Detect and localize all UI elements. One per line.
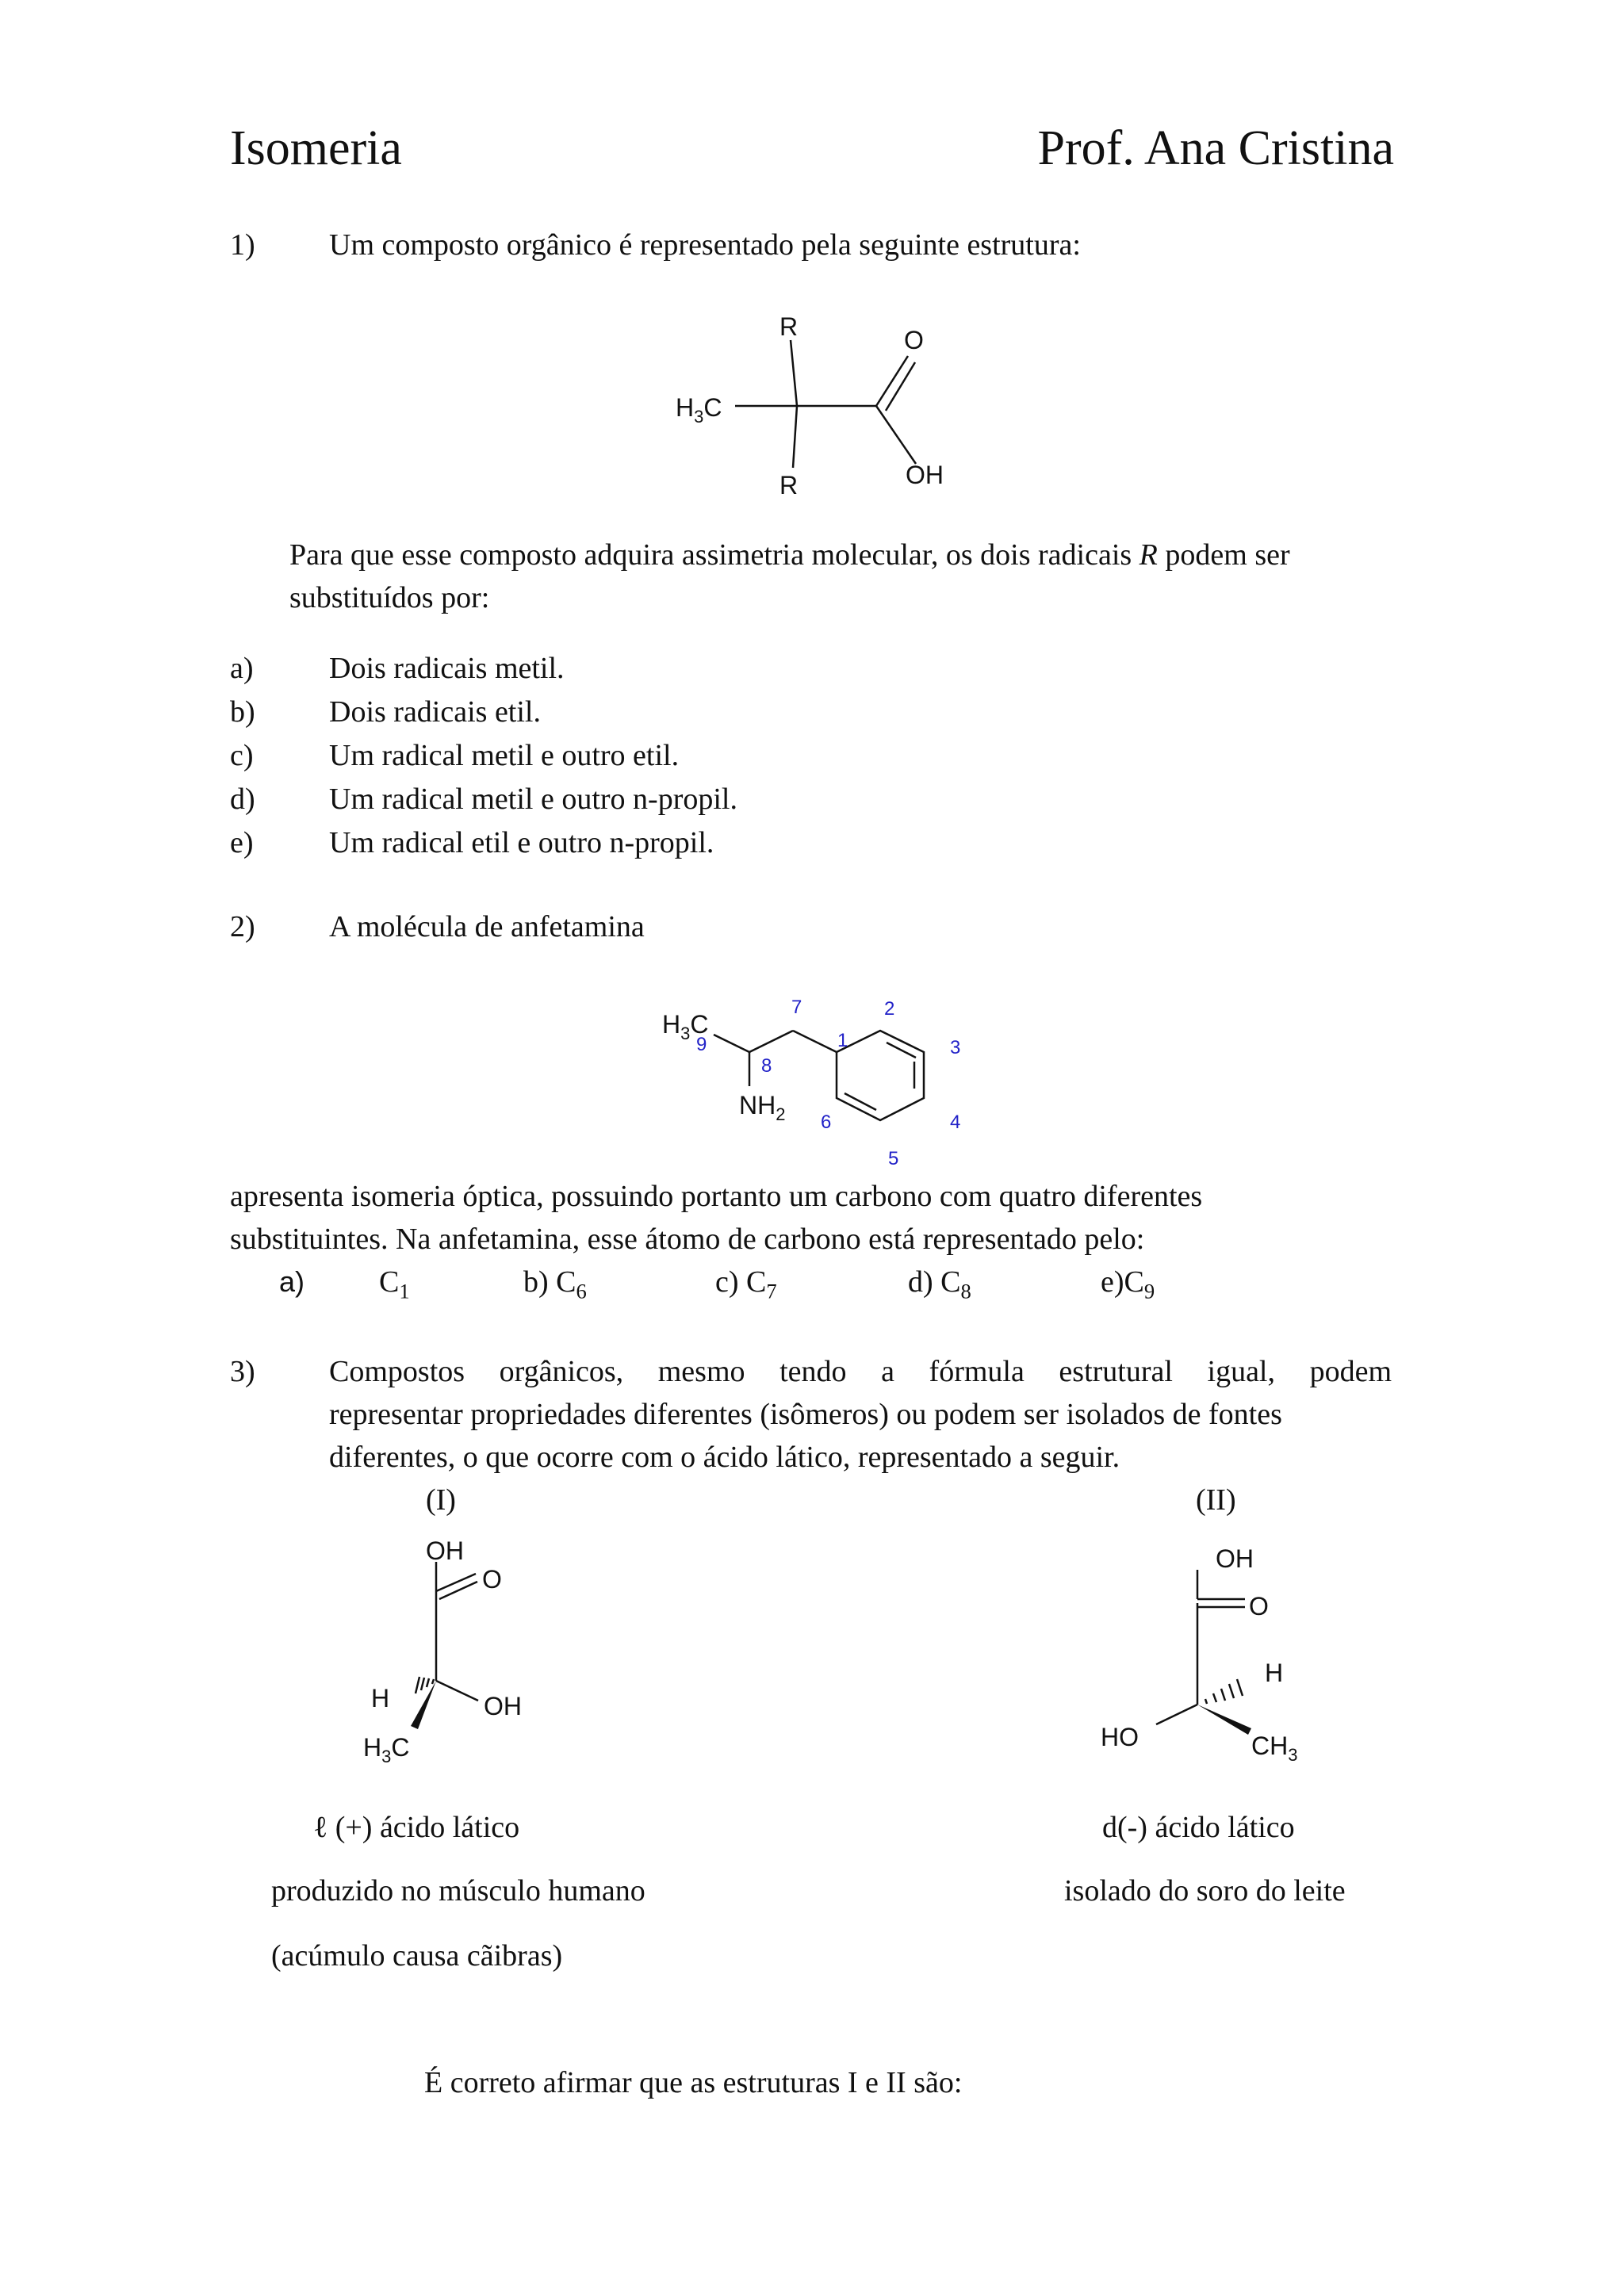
author-name: Prof. Ana Cristina (1037, 121, 1394, 175)
q3-structure-II (1086, 1526, 1324, 1780)
q1-prompt-line1: Para que esse composto adquira assimetria molecular, os dois radicais R podem ser (289, 538, 1290, 572)
q3-I-oh-right: OH (484, 1692, 522, 1720)
q3-II-methyl: $CH_3$ (1251, 1732, 1298, 1765)
q3-question: É correto afirmar que as estruturas I e II são: (424, 2066, 963, 2099)
q3-label-I: (I) (426, 1483, 456, 1517)
q3-II-hash (1205, 1679, 1243, 1704)
q1-option-c-letter: c) (230, 739, 254, 772)
page-title: Isomeria (230, 121, 402, 175)
q3-I-methyl: $H_3C$ (363, 1733, 410, 1766)
q2-option-a-letter: a) (279, 1265, 305, 1298)
q3-I-oh-top: OH (426, 1536, 464, 1565)
q1-bonds (735, 340, 916, 468)
q3-II-name: d(-) ácido lático (1102, 1811, 1295, 1844)
q1-r-top: R (779, 312, 799, 341)
q1-option-e: Um radical etil e outro n-propil. (329, 826, 714, 859)
q2-label-6: 6 (821, 1112, 832, 1133)
q2-statement: A molécula de anfetamina (329, 910, 645, 943)
q2-structure (650, 987, 983, 1177)
q3-line1: Compostos orgânicos, mesmo tendo a fórmula estrutural igual, podem (329, 1355, 1392, 1388)
q1-structure (666, 305, 983, 503)
q2-label-5: 5 (888, 1148, 899, 1169)
q2-amino: $NH_2$ (739, 1091, 786, 1124)
q3-line3: diferentes, o que ocorre com o ácido lático, representado a seguir. (329, 1441, 1120, 1474)
q2-label-3: 3 (950, 1037, 961, 1058)
q1-prompt-line2: substituídos por: (289, 581, 490, 614)
q3-II-ho: HO (1101, 1723, 1139, 1751)
q1-option-e-letter: e) (230, 826, 254, 859)
q3-I-h: H (371, 1684, 390, 1712)
q2-option-d: d) $C_8$ (908, 1265, 971, 1303)
q2-option-e: $e)C_9$ (1101, 1265, 1155, 1303)
q3-II-carbonyl-o: O (1249, 1592, 1269, 1621)
q2-label-8: 8 (761, 1055, 772, 1077)
q2-methyl: $H_3C$ (662, 1010, 709, 1043)
q1-option-a: Dois radicais metil. (329, 652, 565, 685)
q2-option-b: b) $C_6$ (523, 1265, 587, 1303)
q2-label-1: 1 (837, 1030, 848, 1051)
q1-option-d-letter: d) (230, 783, 255, 816)
q2-text-line2: substituintes. Na anfetamina, esse átomo de carbono está representado pelo: (230, 1223, 1145, 1256)
q2-label-2: 2 (884, 998, 895, 1020)
q3-II-desc1: isolado do soro do leite (1064, 1874, 1346, 1908)
q3-structure-I (349, 1518, 587, 1772)
q3-line2: representar propriedades diferentes (isômeros) ou podem ser isolados de fontes (329, 1398, 1282, 1431)
q2-label-7: 7 (791, 997, 802, 1018)
q1-methyl: $H_3C$ (676, 393, 722, 427)
q2-number: 2) (230, 910, 255, 943)
q2-option-c: c) $C_7$ (715, 1265, 777, 1303)
q3-I-name: ℓ (+) ácido lático (313, 1811, 520, 1844)
q1-option-c: Um radical metil e outro etil. (329, 739, 680, 772)
q1-option-d: Um radical metil e outro n-propil. (329, 783, 737, 816)
q2-option-a: $C_1$ (379, 1265, 410, 1303)
q1-option-b-letter: b) (230, 695, 255, 729)
q3-II-bonds (1156, 1570, 1245, 1724)
q1-carbonyl-o: O (904, 326, 924, 354)
q1-statement: Um composto orgânico é representado pela seguinte estrutura: (329, 228, 1081, 262)
q3-II-oh-top: OH (1216, 1544, 1254, 1573)
q1-option-b: Dois radicais etil. (329, 695, 541, 729)
q3-I-desc2: (acúmulo causa cãibras) (271, 1939, 563, 1973)
q1-option-a-letter: a) (230, 652, 254, 685)
q3-I-bonds (436, 1562, 478, 1701)
q2-label-4: 4 (950, 1112, 961, 1133)
q3-label-II: (II) (1196, 1483, 1236, 1517)
q1-r-bottom: R (779, 471, 799, 499)
q3-I-carbonyl-o: O (482, 1565, 502, 1594)
q2-text-line1: apresenta isomeria óptica, possuindo portanto um carbono com quatro diferentes (230, 1180, 1203, 1213)
q2-label-9: 9 (696, 1034, 707, 1055)
q3-I-desc1: produzido no músculo humano (271, 1874, 645, 1908)
q3-I-wedge (411, 1681, 436, 1729)
q3-II-h: H (1265, 1659, 1284, 1687)
q3-II-wedge (1197, 1705, 1251, 1735)
q1-number: 1) (230, 228, 255, 262)
q3-number: 3) (230, 1355, 255, 1388)
q1-hydroxyl: OH (906, 461, 944, 489)
